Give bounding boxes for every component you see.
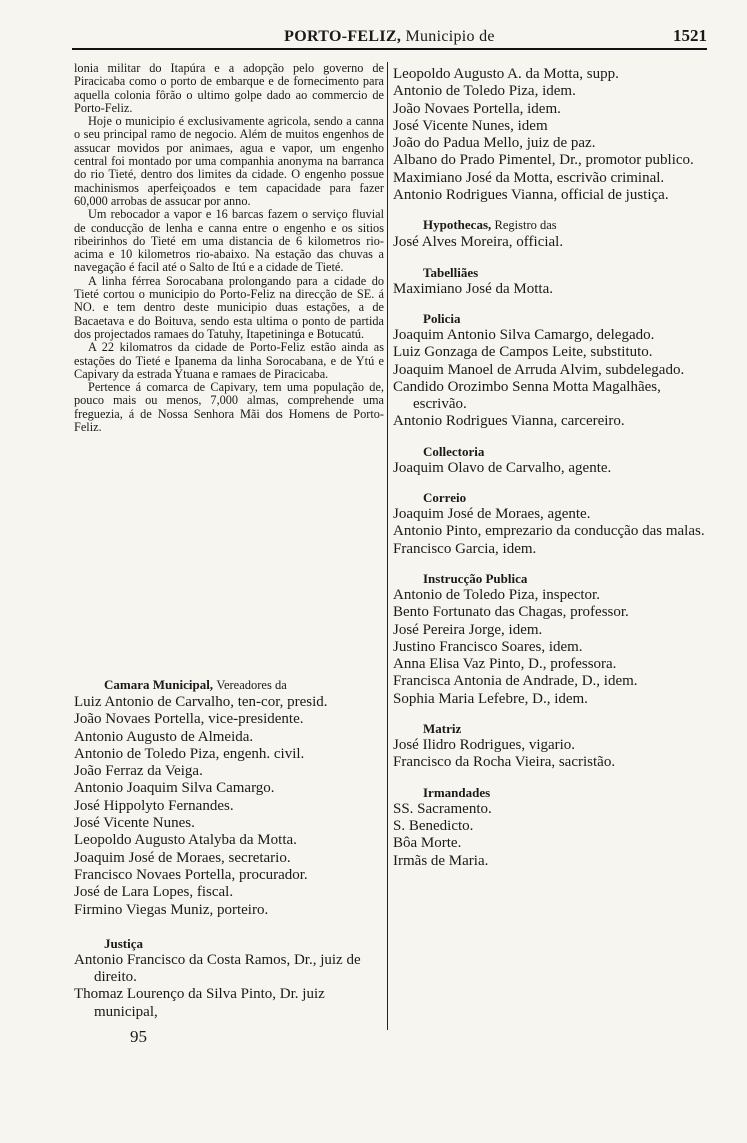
paragraph: A 22 kilomatros da cidade de Porto-Feliz estão ainda as estações do Tieté e Ipanema da linha Sorocabana, e de Ytú e Capivary da estrada Ytuana e ramaes de Piracicaba. bbox=[74, 340, 384, 381]
list-item: José Hippolyto Fernandes. bbox=[74, 797, 234, 814]
list-item: José de Lara Lopes, fiscal. bbox=[74, 884, 234, 901]
list-item: Francisca Antonia de Andrade, D., idem. bbox=[393, 673, 638, 690]
list-item: Antonio Pinto, emprezario da conducção das malas. bbox=[393, 523, 705, 540]
list-item: Luiz Gonzaga de Campos Leite, substituto. bbox=[393, 344, 653, 361]
list-item: Albano do Prado Pimentel, Dr., promotor publico. bbox=[393, 152, 694, 169]
list-item: Thomaz Lourenço da Silva Pinto, Dr. juiz municipal, bbox=[74, 986, 325, 1020]
section-heading-camara: Camara Municipal, Vereadores da bbox=[104, 677, 287, 692]
list-item: Joaquim Antonio Silva Camargo, delegado. bbox=[393, 326, 655, 343]
title-subtitle: Municipio de bbox=[405, 28, 495, 45]
list-item: João do Padua Mello, juiz de paz. bbox=[393, 135, 596, 152]
page-header bbox=[72, 26, 707, 48]
paragraph: Hoje o municipio é exclusivamente agricola, sendo a canna o seu principal ramo de negocio. Além de muitos engenhos de assucar movidos por animaes, agua e vapor, um engenho central foi montado por uma companhia anonyma na barranca do rio Tieté, dentro dos limites da cidade. O engenho possue machinismos aperfeiçoados e tem capacidade para fazer 60,000 arrobas de assucar por anno. bbox=[74, 114, 384, 208]
list-item: Maximiano José da Motta. bbox=[393, 280, 553, 297]
list-item: Sophia Maria Lefebre, D., idem. bbox=[393, 690, 588, 707]
list-item: Joaquim Manoel de Arruda Alvim, subdelegado. bbox=[393, 361, 685, 378]
section-heading-tabelliaes: Tabelliães bbox=[423, 264, 479, 280]
list-item: Antonio de Toledo Piza, idem. bbox=[393, 83, 576, 100]
list-item: Bôa Morte. bbox=[393, 835, 462, 852]
list-item: José Ilidro Rodrigues, vigario. bbox=[393, 737, 576, 754]
list-item: José Alves Moreira, official. bbox=[393, 234, 564, 251]
footer-page-number: 95 bbox=[130, 1027, 147, 1046]
section-heading-collectoria: Collectoria bbox=[423, 443, 485, 459]
list-item: Luiz Antonio de Carvalho, ten-cor, presid. bbox=[74, 694, 328, 710]
list-item: Antonio Francisco da Costa Ramos, Dr., juiz de direito. bbox=[74, 951, 361, 986]
page-number: 1521 bbox=[673, 26, 707, 45]
section-heading-correio: Correio bbox=[423, 490, 467, 506]
list-item: Bento Fortunato das Chagas, professor. bbox=[393, 604, 629, 621]
list-item: Antonio de Toledo Piza, inspector. bbox=[393, 586, 600, 603]
list-item: Antonio Augusto de Almeida. bbox=[74, 728, 254, 745]
list-item: Joaquim José de Moraes, agente. bbox=[393, 506, 591, 523]
list-item: Antonio Joaquim Silva Camargo. bbox=[74, 780, 275, 797]
section-heading-irmandades: Irmandades bbox=[423, 784, 491, 800]
right-lists bbox=[393, 66, 709, 870]
paragraph: Pertence á comarca de Capivary, tem uma população de, pouco mais ou menos, 7,000 almas, comprehende uma freguezia, á de Nossa Senhora Mãi dos Homens de Porto-Feliz. bbox=[74, 380, 384, 435]
list-item: José Vicente Nunes, idem bbox=[393, 117, 548, 134]
list-item: José Vicente Nunes. bbox=[74, 815, 195, 832]
paragraph: Um rebocador a vapor e 16 barcas fazem o serviço fluvial de conducção de lenha e canna entre o engenho e os sitios ribeirinhos do Tieté em uma distancia de 6 kilometros rio-acima e 10 kilometros rio-abaixo. Na estação das chuvas a navegação é facil até o Salto de Itú e a cidade de Tieté. bbox=[74, 207, 384, 275]
list-item: Irmãs de Maria. bbox=[393, 852, 489, 869]
list-item: Firmino Viegas Muniz, porteiro. bbox=[74, 901, 269, 918]
list-item: S. Benedicto. bbox=[393, 817, 474, 834]
list-item: Antonio Rodrigues Vianna, carcereiro. bbox=[393, 413, 625, 430]
history-text bbox=[74, 62, 384, 434]
list-item: Antonio de Toledo Piza, engenh. civil. bbox=[74, 745, 305, 762]
list-item: Justino Francisco Soares, idem. bbox=[393, 638, 583, 655]
list-item: Leopoldo Augusto A. da Motta, supp. bbox=[393, 66, 619, 82]
list-item: Joaquim José de Moraes, secretario. bbox=[74, 849, 291, 866]
section-heading-matriz: Matriz bbox=[423, 721, 462, 737]
paragraph: lonia militar do Itapúra e a adopção pelo governo de Piracicaba como o porto de embarque e de fornecimento para aquella colonia fôrão o ultimo golpe dado ao commercio de Porto-Feliz. bbox=[74, 61, 384, 115]
list-item: Francisco Garcia, idem. bbox=[393, 540, 537, 557]
list-item: Leopoldo Augusto Atalyba da Motta. bbox=[74, 832, 297, 849]
header-rule bbox=[72, 48, 707, 50]
column-divider bbox=[387, 62, 388, 1030]
list-item: José Pereira Jorge, idem. bbox=[393, 621, 543, 638]
list-item: João Novaes Portella, vice-presidente. bbox=[74, 711, 304, 728]
section-heading-instruccao: Instrucção Publica bbox=[423, 570, 528, 586]
list-item: João Ferraz da Veiga. bbox=[74, 763, 203, 780]
list-item: Francisco da Rocha Vieira, sacristão. bbox=[393, 754, 616, 771]
list-item: Candido Orozimbo Senna Motta Magalhães, escrivão. bbox=[393, 378, 661, 413]
list-item: SS. Sacramento. bbox=[393, 800, 492, 817]
list-item: Francisco Novaes Portella, procurador. bbox=[74, 866, 308, 883]
title-town: PORTO-FELIZ, bbox=[284, 28, 402, 45]
section-heading-policia: Policia bbox=[423, 310, 461, 326]
left-lists bbox=[74, 676, 386, 1021]
list-item: Joaquim Olavo de Carvalho, agente. bbox=[393, 459, 612, 476]
section-heading-justica: Justiça bbox=[104, 935, 143, 951]
list-item: Antonio Rodrigues Vianna, official de justiça. bbox=[393, 187, 669, 204]
list-item: Maximiano José da Motta, escrivão criminal. bbox=[393, 169, 665, 186]
section-heading-hypothecas: Hypothecas, Registro das bbox=[423, 217, 557, 233]
list-item: João Novaes Portella, idem. bbox=[393, 100, 561, 117]
paragraph: A linha férrea Sorocabana prolongando para a cidade do Tieté cortou o municipio do Porto-Feliz na direcção de SE. á NO. e tem dentro deste municipio duas estações, a de Bacaetava e do Boituva, sendo esta ultima o ponto de partida dos projectados ramaes do Tatuhy, Itapetininga e Botucatú. bbox=[74, 273, 384, 341]
running-title bbox=[72, 28, 707, 46]
list-item: Anna Elisa Vaz Pinto, D., professora. bbox=[393, 656, 617, 673]
